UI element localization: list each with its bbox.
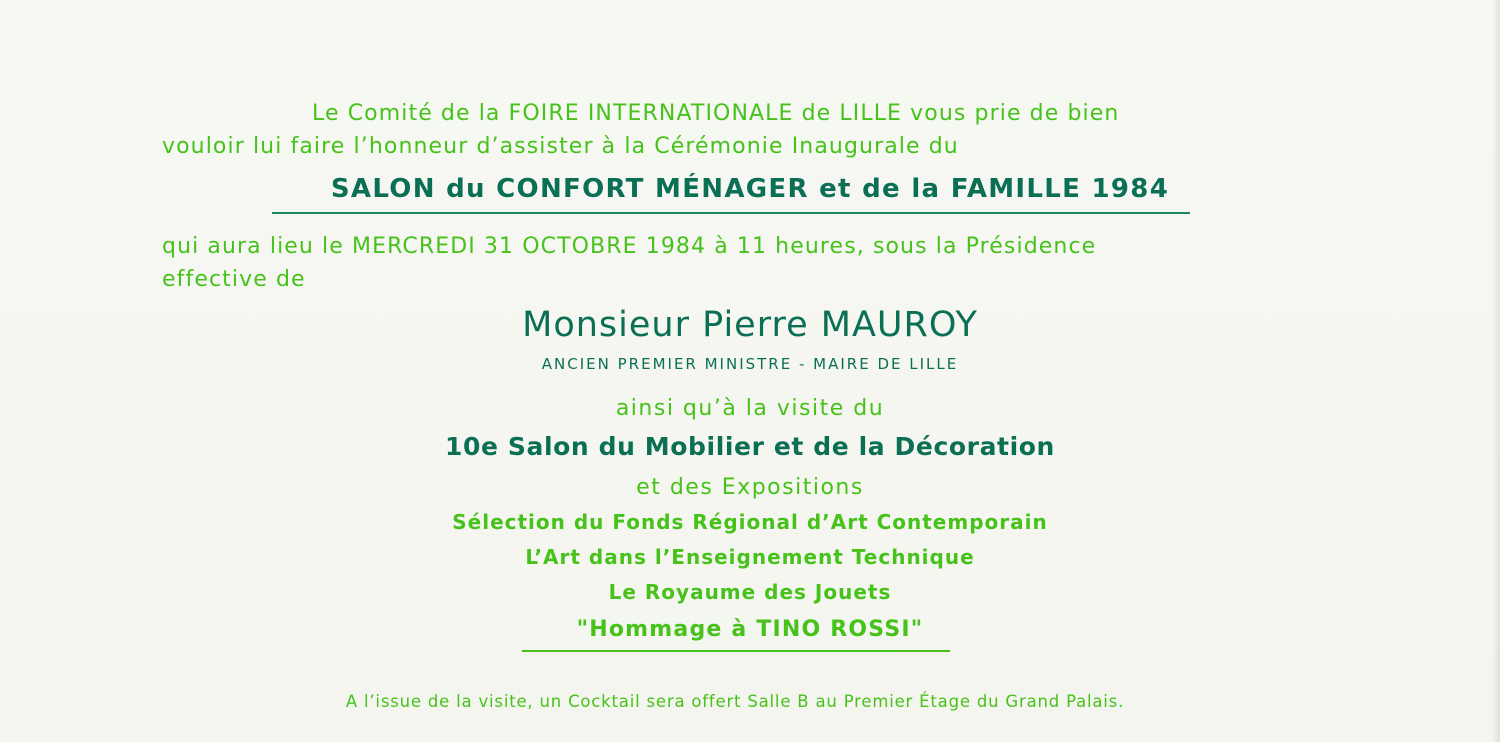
footer-note: A l’issue de la visite, un Cocktail sera offert Salle B au Premier Étage du Grand Palais.: [345, 692, 1125, 711]
hommage-underline: [522, 650, 950, 652]
president-name: Monsieur Pierre MAUROY: [522, 305, 978, 345]
hommage-title: "Hommage à TINO ROSSI": [576, 617, 924, 642]
intro-line-2: vouloir lui faire l’honneur d’assister à la Cérémonie Inaugurale du: [162, 134, 959, 159]
expositions-line: et des Expositions: [636, 475, 864, 500]
paper-edge-shadow: [1492, 0, 1500, 742]
salon-mobilier-title: 10e Salon du Mobilier et de la Décoration: [445, 432, 1055, 461]
event-title-underline: [272, 212, 1190, 214]
visit-line: ainsi qu’à la visite du: [615, 396, 885, 421]
date-line-2: effective de: [162, 267, 306, 292]
exposition-item: Sélection du Fonds Régional d’Art Contemporain: [452, 510, 1048, 534]
date-line-1: qui aura lieu le MERCREDI 31 OCTOBRE 1984 à 11 heures, sous la Présidence: [162, 234, 1097, 259]
date-paragraph: [162, 230, 1312, 296]
exposition-item: Le Royaume des Jouets: [608, 580, 892, 604]
president-role: ANCIEN PREMIER MINISTRE - MAIRE DE LILLE: [541, 355, 959, 373]
intro-line-1: Le Comité de la FOIRE INTERNATIONALE de LILLE vous prie de bien: [312, 101, 1120, 126]
exposition-item: L’Art dans l’Enseignement Technique: [525, 545, 975, 569]
intro-paragraph: [162, 97, 1312, 163]
event-title: SALON du CONFORT MÉNAGER et de la FAMILLE 1984: [330, 174, 1170, 204]
